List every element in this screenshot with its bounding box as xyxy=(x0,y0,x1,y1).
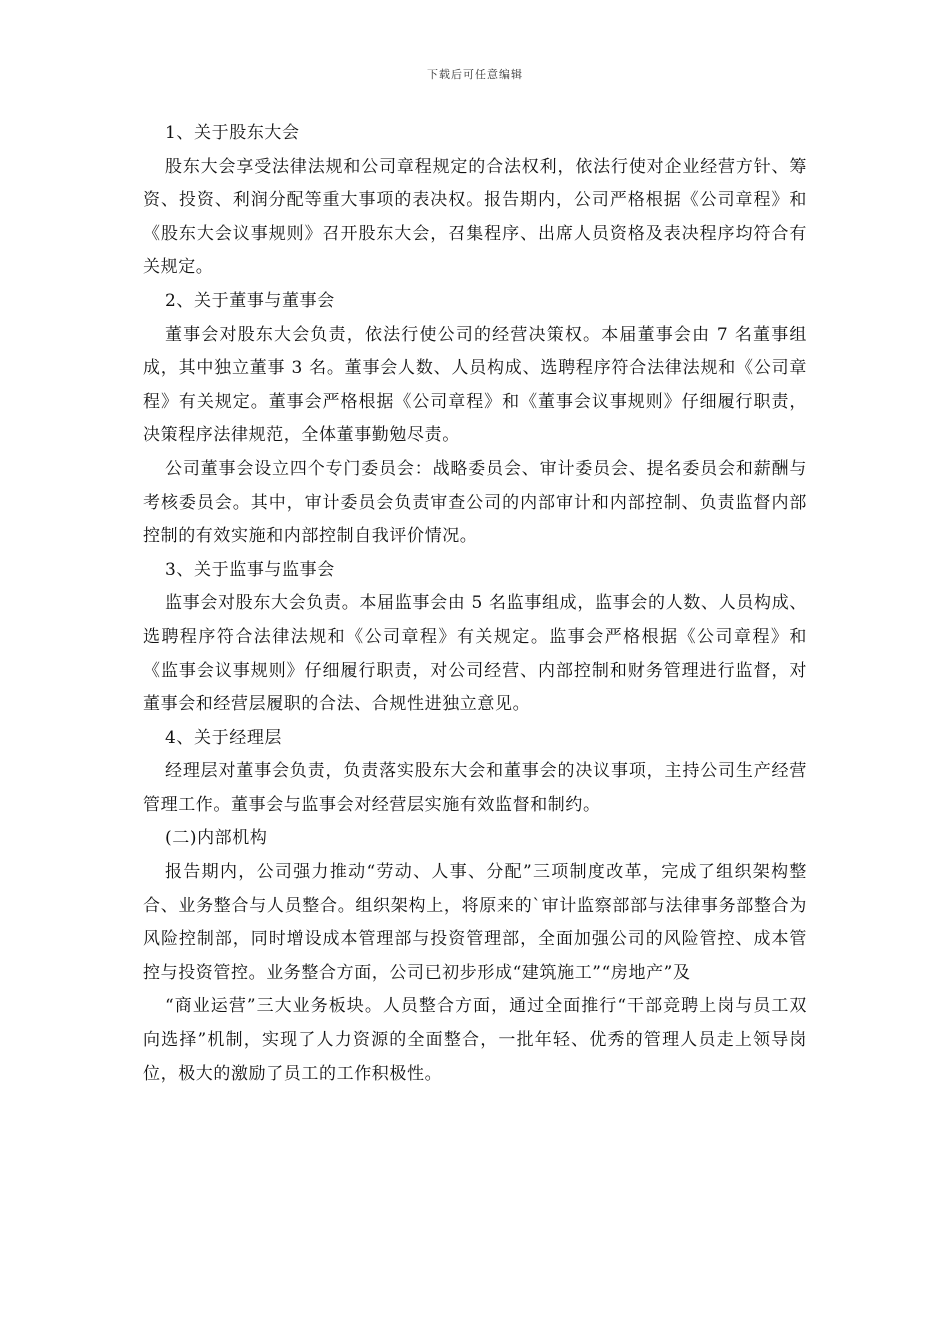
paragraph-internal-organization: 报告期内，公司强力推动“劳动、人事、分配”三项制度改革，完成了组织架构整合、业务整合与人员整合。组织架构上，将原来的`审计监察部部与法律事务部整合为风险控制部，同时增设成本管理部与投资管理部，全面加强公司的风险管控、成本管控与投资管控。业务整合方面，公司已初步形成“建筑施工”“房地产”及 xyxy=(143,862,807,983)
paragraph-supervisory-board: 监事会对股东大会负责。本届监事会由 5 名监事组成，监事会的人数、人员构成、选聘程序符合法律法规和《公司章程》有关规定。监事会严格根据《公司章程》和《监事会议事规则》仔细履行职责，对公司经营、内部控制和财务管理进行监督，对董事会和经营层履职的合法、合规性进独立意见。 xyxy=(143,593,807,715)
section-heading-shareholders-meeting: 1、关于股东大会 xyxy=(165,123,300,143)
document-body xyxy=(143,117,807,1091)
paragraph-shareholders-meeting: 股东大会享受法律法规和公司章程规定的合法权利，依法行使对企业经营方针、筹资、投资、利润分配等重大事项的表决权。报告期内，公司严格根据《公司章程》和《股东大会议事规则》召开股东大会，召集程序、出席人员资格及表决程序均符合有关规定。 xyxy=(143,156,807,278)
page-header-note: 下载后可任意编辑 xyxy=(427,68,523,81)
paragraph-board-of-directors: 董事会对股东大会负责，依法行使公司的经营决策权。本届董事会由 7 名董事组成，其中独立董事 3 名。董事会人数、人员构成、选聘程序符合法律法规和《公司章程》有关规定。董事会严格根据《公司章程》和《董事会议事规则》仔细履行职责，决策程序法律规范，全体董事勤勉尽责。 xyxy=(143,324,807,446)
section-heading-management: 4、关于经理层 xyxy=(165,727,283,748)
section-heading-board-of-directors: 2、关于董事与董事会 xyxy=(165,290,335,311)
paragraph-board-committees: 公司董事会设立四个专门委员会：战略委员会、审计委员会、提名委员会和薪酬与考核委员会。其中，审计委员会负责审查公司的内部审计和内部控制、负责监督内部控制的有效实施和内部控制自我评价情况。 xyxy=(143,458,807,547)
section-heading-internal-organization: (二)内部机构 xyxy=(165,828,268,849)
section-heading-supervisory-board: 3、关于监事与监事会 xyxy=(165,559,335,580)
paragraph-management: 经理层对董事会负责，负责落实股东大会和董事会的决议事项，主持公司生产经营管理工作。董事会与监事会对经营层实施有效监督和制约。 xyxy=(143,761,807,815)
paragraph-business-segments: “商业运营”三大业务板块。人员整合方面，通过全面推行“干部竞聘上岗与员工双向选择”机制，实现了人力资源的全面整合，一批年轻、优秀的管理人员走上领导岗位，极大的激励了员工的工作积极性。 xyxy=(143,996,807,1084)
